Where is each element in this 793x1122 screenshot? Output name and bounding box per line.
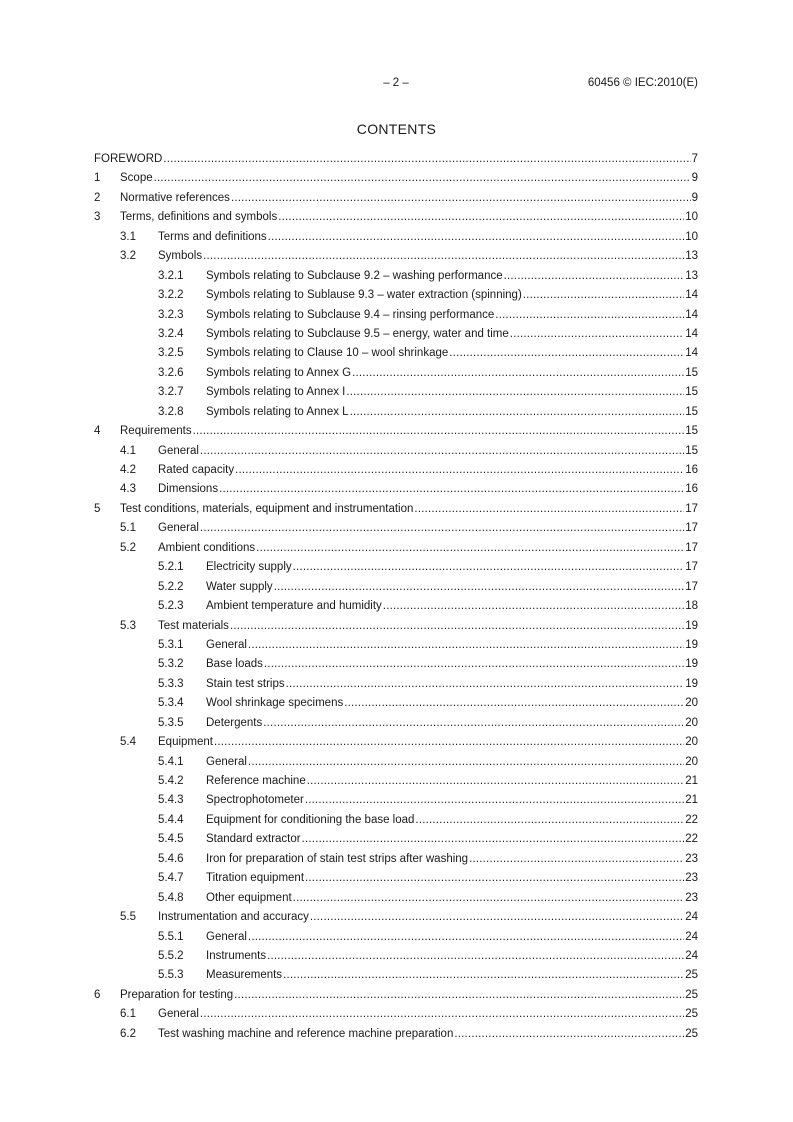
dot-leader: [510, 325, 684, 344]
toc-entry-page: 19: [685, 619, 698, 632]
toc-entry-title: General: [206, 638, 247, 651]
dot-leader: [278, 208, 684, 227]
dot-leader: [230, 617, 684, 636]
toc-entry-number: 3.2.2: [158, 289, 184, 302]
toc-entry-number: 5.3.5: [158, 716, 184, 729]
document-id: 60456 © IEC:2010(E): [587, 77, 698, 89]
dot-leader: [154, 169, 691, 188]
toc-entry-title: Requirements: [120, 425, 192, 438]
toc-entry-title: Test materials: [158, 619, 229, 632]
contents-title: CONTENTS: [356, 121, 437, 137]
toc-entry-page: 23: [685, 872, 698, 885]
toc-entry-title: Symbols relating to Subclause 9.5 – energy, water and time: [206, 327, 509, 340]
toc-entry[interactable]: [94, 830, 698, 849]
toc-entry-page: 15: [685, 425, 698, 438]
toc-entry-page: 21: [685, 775, 698, 787]
toc-entry[interactable]: [94, 714, 698, 733]
toc-entry-number: 5: [94, 502, 101, 515]
toc-entry-number: 5.4.2: [158, 775, 184, 787]
toc-entry-page: 17: [685, 561, 698, 574]
toc-entry-title: Scope: [120, 172, 153, 185]
toc-entry-title: Rated capacity: [158, 464, 235, 476]
dot-leader: [283, 966, 684, 985]
toc-entry-page: 19: [685, 638, 698, 651]
toc-entry-page: 19: [685, 658, 698, 671]
dot-leader: [383, 597, 684, 616]
toc-entry-page: 25: [685, 969, 698, 982]
toc-entry-title: Symbols relating to Annex L: [206, 405, 349, 418]
toc-entry[interactable]: [94, 986, 698, 1005]
dot-leader: [286, 675, 685, 694]
toc-entry-title: General: [206, 755, 247, 768]
toc-entry-page: 18: [685, 600, 698, 613]
dot-leader: [495, 306, 684, 325]
toc-entry-page: 17: [685, 522, 698, 535]
toc-entry[interactable]: [94, 811, 698, 830]
toc-entry[interactable]: [94, 169, 698, 188]
toc-entry-number: 6.2: [120, 1027, 136, 1040]
toc-entry-page: 16: [685, 464, 698, 476]
toc-entry[interactable]: [94, 1005, 698, 1024]
dot-leader: [235, 461, 684, 480]
toc-entry-page: 24: [685, 911, 698, 924]
dot-leader: [263, 714, 684, 733]
toc-entry-number: 5.4.4: [158, 813, 184, 826]
dot-leader: [350, 403, 685, 422]
toc-entry[interactable]: [94, 539, 698, 558]
toc-entry-number: 5.3.4: [158, 697, 184, 710]
toc-entry[interactable]: [94, 306, 698, 325]
toc-entry-number: 5.3.3: [158, 677, 184, 690]
dot-leader: [310, 908, 684, 927]
dot-leader: [264, 655, 684, 674]
dot-leader: [454, 1025, 684, 1044]
toc-entry-page: 14: [685, 289, 698, 302]
dot-leader: [200, 1005, 684, 1024]
toc-entry-title: Test conditions, materials, equipment and instrumentation: [120, 502, 414, 515]
dot-leader: [302, 830, 685, 849]
toc-entry-number: 5.4.3: [158, 794, 184, 807]
toc-entry-number: 5.5.3: [158, 969, 184, 982]
toc-entry-page: 22: [685, 833, 698, 846]
toc-entry-page: 9: [691, 172, 698, 185]
dot-leader: [305, 869, 684, 888]
dot-leader: [200, 442, 684, 461]
dot-leader: [449, 344, 684, 363]
toc-entry-page: 16: [685, 483, 698, 496]
toc-entry-page: 20: [685, 736, 698, 749]
toc-entry-title: Dimensions: [158, 483, 219, 496]
toc-entry-page: 20: [685, 716, 698, 729]
toc-entry-number: 5.4.7: [158, 872, 184, 885]
toc-entry-title: Equipment: [158, 736, 213, 749]
toc-entry-page: 19: [685, 677, 698, 690]
toc-entry-number: 5.2.1: [158, 561, 184, 574]
toc-entry[interactable]: [94, 422, 698, 441]
toc-entry[interactable]: [94, 344, 698, 363]
toc-entry-page: 13: [685, 250, 698, 263]
toc-entry-number: 4.1: [120, 444, 136, 457]
toc-entry-number: 5.2.3: [158, 600, 184, 613]
toc-entry-number: 5.5: [120, 911, 136, 924]
toc-entry-title: General: [206, 930, 247, 943]
toc-entry-title: Wool shrinkage specimens: [206, 697, 344, 710]
toc-entry-title: Symbols relating to Clause 10 – wool shrinkage: [206, 347, 449, 360]
dot-leader: [293, 558, 685, 577]
toc-entry-page: 22: [685, 813, 698, 826]
toc-entry-number: 5.4.5: [158, 833, 184, 846]
toc-entry-title: Detergents: [206, 716, 263, 729]
toc-entry[interactable]: [94, 325, 698, 344]
dot-leader: [256, 539, 684, 558]
toc-entry-page: 15: [685, 405, 698, 418]
dot-leader: [248, 636, 684, 655]
toc-entry-page: 13: [685, 269, 698, 282]
toc-entry[interactable]: [94, 889, 698, 908]
toc-entry-number: 1: [94, 172, 101, 185]
toc-entry-title: Terms and definitions: [158, 230, 267, 243]
toc-entry[interactable]: [94, 850, 698, 869]
toc-entry-number: 5.2.2: [158, 580, 184, 593]
page-header: [94, 77, 698, 93]
toc-entry-page: 25: [685, 988, 698, 1001]
toc-entry-title: Water supply: [206, 580, 273, 593]
toc-entry-page: 15: [685, 444, 698, 457]
dot-leader: [248, 928, 684, 947]
toc-entry[interactable]: [94, 966, 698, 985]
toc-entry[interactable]: [94, 519, 698, 538]
toc-entry[interactable]: [94, 480, 698, 499]
toc-entry-number: 6: [94, 988, 101, 1001]
toc-entry-number: 4: [94, 425, 101, 438]
toc-entry-title: Electricity supply: [206, 561, 292, 574]
toc-entry[interactable]: [94, 364, 698, 383]
dot-leader: [248, 753, 684, 772]
toc-entry[interactable]: [94, 500, 698, 519]
toc-entry-number: 5.4.8: [158, 891, 184, 904]
toc-entry[interactable]: [94, 578, 698, 597]
dot-leader: [346, 383, 684, 402]
toc-entry-number: 4.3: [120, 483, 136, 496]
toc-entry-title: Ambient conditions: [158, 541, 256, 554]
toc-entry-number: 3.2.6: [158, 366, 184, 379]
toc-entry-number: 5.4: [120, 736, 136, 749]
toc-entry-title: FOREWORD: [94, 153, 163, 165]
toc-entry-title: Other equipment: [206, 891, 292, 904]
toc-entry[interactable]: [94, 869, 698, 888]
toc-entry[interactable]: [94, 442, 698, 461]
toc-entry-page: 24: [685, 949, 698, 962]
toc-entry-title: General: [158, 1008, 199, 1021]
toc-entry-title: Terms, definitions and symbols: [120, 211, 278, 224]
toc-entry-page: 20: [685, 697, 698, 710]
toc-entry-page: 24: [685, 930, 698, 943]
toc-entry-title: Spectrophotometer: [206, 794, 304, 807]
toc-entry-page: 25: [685, 1008, 698, 1021]
dot-leader: [214, 733, 684, 752]
toc-entry-page: 10: [685, 230, 698, 243]
toc-entry[interactable]: [94, 189, 698, 208]
toc-entry-number: 4.2: [120, 464, 136, 476]
toc-entry[interactable]: [94, 228, 698, 247]
toc-entry[interactable]: [94, 675, 698, 694]
page-number: – 2 –: [383, 77, 409, 89]
dot-leader: [231, 189, 691, 208]
toc-entry[interactable]: [94, 791, 698, 810]
toc-entry-number: 5.5.1: [158, 930, 184, 943]
toc-entry-number: 5.4.6: [158, 852, 184, 865]
toc-entry-title: Preparation for testing: [120, 988, 234, 1001]
toc-entry-title: Reference machine: [206, 775, 306, 787]
toc-entry[interactable]: [94, 733, 698, 752]
toc-entry-number: 6.1: [120, 1008, 136, 1021]
toc-entry-number: 2: [94, 191, 101, 204]
toc-entry-title: Normative references: [120, 191, 230, 204]
toc-entry-title: Symbols relating to Subclause 9.4 – rinsing performance: [206, 308, 495, 321]
dot-leader: [193, 422, 685, 441]
toc-entry-number: 3.2.8: [158, 405, 184, 418]
toc-entry-number: 3: [94, 211, 101, 224]
dot-leader: [415, 811, 684, 830]
toc-entry-page: 23: [685, 891, 698, 904]
toc-entry-title: Stain test strips: [206, 677, 285, 690]
toc-entry[interactable]: [94, 383, 698, 402]
toc-entry-number: 5.1: [120, 522, 136, 535]
dot-leader: [352, 364, 684, 383]
dot-leader: [344, 694, 684, 713]
dot-leader: [274, 578, 685, 597]
toc-entry-page: 10: [685, 211, 698, 224]
toc-entry-number: 3.2.4: [158, 327, 184, 340]
toc-entry-title: Symbols relating to Annex I: [206, 386, 346, 399]
toc-entry[interactable]: [94, 928, 698, 947]
toc-entry[interactable]: [94, 267, 698, 286]
toc-entry-title: Titration equipment: [206, 872, 305, 885]
toc-entry[interactable]: [94, 247, 698, 266]
dot-leader: [305, 791, 684, 810]
toc-entry-title: Symbols: [158, 250, 203, 263]
toc-entry-page: 23: [685, 852, 698, 865]
dot-leader: [200, 519, 684, 538]
toc-entry-number: 5.3: [120, 619, 136, 632]
toc-entry[interactable]: [94, 772, 698, 791]
toc-entry-number: 3.2.5: [158, 347, 184, 360]
dot-leader: [469, 850, 684, 869]
toc-entry-number: 3.2.3: [158, 308, 184, 321]
toc-entry-title: Symbols relating to Subclause 9.2 – washing performance: [206, 269, 503, 282]
toc-entry-page: 21: [685, 794, 698, 807]
toc-entry[interactable]: [94, 208, 698, 227]
dot-leader: [267, 947, 684, 966]
toc-entry[interactable]: [94, 150, 698, 169]
dot-leader: [293, 889, 685, 908]
toc-entry-title: Standard extractor: [206, 833, 301, 846]
toc-entry-page: 15: [685, 366, 698, 379]
toc-entry[interactable]: [94, 286, 698, 305]
toc-entry-number: 5.3.1: [158, 638, 184, 651]
toc-entry-number: 3.2.7: [158, 386, 184, 399]
dot-leader: [523, 286, 684, 305]
toc-entry[interactable]: [94, 636, 698, 655]
toc-entry-number: 5.5.2: [158, 949, 184, 962]
toc-entry-title: Instrumentation and accuracy: [158, 911, 309, 924]
toc-entry-page: 7: [691, 153, 698, 165]
toc-entry-number: 3.2.1: [158, 269, 184, 282]
toc-entry-title: Equipment for conditioning the base load: [206, 813, 415, 826]
toc-entry-title: Base loads: [206, 658, 263, 671]
toc-entry-number: 5.2: [120, 541, 136, 554]
toc-entry[interactable]: [94, 694, 698, 713]
toc-entry[interactable]: [94, 461, 698, 480]
toc-entry-title: General: [158, 444, 199, 457]
dot-leader: [414, 500, 684, 519]
dot-leader: [307, 772, 684, 791]
table-of-contents: [94, 150, 698, 1044]
toc-entry-page: 14: [685, 308, 698, 321]
toc-entry[interactable]: [94, 947, 698, 966]
dot-leader: [504, 267, 685, 286]
toc-entry-page: 17: [685, 541, 698, 554]
toc-entry-number: 5.4.1: [158, 755, 184, 768]
dot-leader: [234, 986, 684, 1005]
toc-entry-title: Instruments: [206, 949, 267, 962]
toc-entry[interactable]: [94, 655, 698, 674]
toc-entry-page: 14: [685, 327, 698, 340]
toc-entry-page: 25: [685, 1027, 698, 1040]
dot-leader: [268, 228, 685, 247]
toc-entry-number: 5.3.2: [158, 658, 184, 671]
toc-entry[interactable]: [94, 753, 698, 772]
toc-entry-page: 15: [685, 386, 698, 399]
dot-leader: [219, 480, 684, 499]
toc-entry-title: Symbols relating to Sublause 9.3 – water extraction (spinning): [206, 289, 522, 302]
toc-entry-page: 20: [685, 755, 698, 768]
dot-leader: [163, 150, 690, 169]
toc-entry[interactable]: [94, 617, 698, 636]
toc-entry-page: 9: [691, 191, 698, 204]
toc-entry-page: 14: [685, 347, 698, 360]
toc-entry-title: General: [158, 522, 199, 535]
toc-entry[interactable]: [94, 908, 698, 927]
toc-entry-number: 3.1: [120, 230, 136, 243]
toc-entry[interactable]: [94, 558, 698, 577]
toc-entry[interactable]: [94, 1025, 698, 1044]
toc-entry-title: Test washing machine and reference machine preparation: [158, 1027, 454, 1040]
dot-leader: [203, 247, 684, 266]
toc-entry-page: 17: [685, 580, 698, 593]
toc-entry-page: 17: [685, 502, 698, 515]
toc-entry[interactable]: [94, 597, 698, 616]
toc-entry-title: Measurements: [206, 969, 283, 982]
toc-entry[interactable]: [94, 403, 698, 422]
toc-entry-number: 3.2: [120, 250, 136, 263]
toc-entry-title: Ambient temperature and humidity: [206, 600, 382, 613]
toc-entry-title: Symbols relating to Annex G: [206, 366, 352, 379]
toc-entry-title: Iron for preparation of stain test strips after washing: [206, 852, 469, 865]
